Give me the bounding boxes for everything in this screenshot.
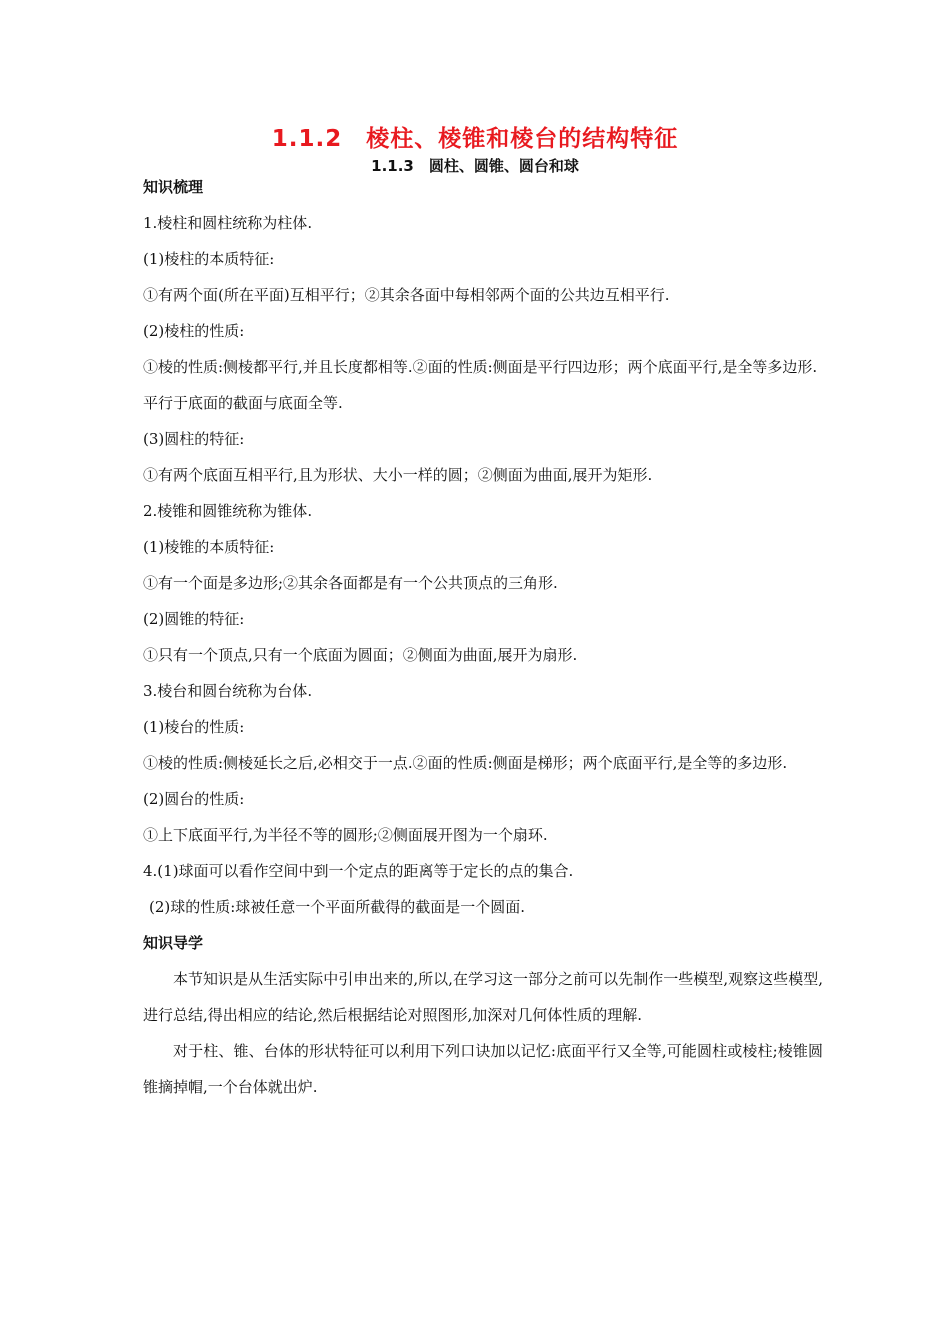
section-heading-review: 知识梳理	[143, 178, 204, 196]
text-line: (1)棱锥的本质特征:	[143, 538, 275, 556]
text-line: ①有一个面是多边形;②其余各面都是有一个公共顶点的三角形.	[143, 574, 558, 592]
text-line: ①有两个底面互相平行,且为形状、大小一样的圆；②侧面为曲面,展开为矩形.	[143, 466, 653, 484]
text-line: (1)棱台的性质:	[143, 718, 245, 736]
section-heading-guide: 知识导学	[143, 934, 204, 952]
text-paragraph: ①棱的性质:侧棱延长之后,必相交于一点.②面的性质:侧面是梯形；两个底面平行,是全等的多边形.	[143, 754, 788, 772]
guide-paragraph: 本节知识是从生活实际中引申出来的,所以,在学习这一部分之前可以先制作一些模型,观察这些模型,进行总结,得出相应的结论,然后根据结论对照图形,加深对几何体性质的理解.	[143, 970, 823, 1024]
guide-paragraph: 对于柱、锥、台体的形状特征可以利用下列口诀加以记忆:底面平行又全等,可能圆柱或棱柱;棱锥圆锥摘掉帽,一个台体就出炉.	[143, 1042, 823, 1096]
page-title: 1.1.2 棱柱、棱锥和棱台的结构特征	[271, 126, 679, 152]
text-line: ①有两个面(所在平面)互相平行；②其余各面中每相邻两个面的公共边互相平行.	[143, 286, 670, 304]
text-line: 1.棱柱和圆柱统称为柱体.	[143, 214, 313, 232]
page-subtitle: 1.1.3 圆柱、圆锥、圆台和球	[371, 157, 579, 175]
text-paragraph: ①棱的性质:侧棱都平行,并且长度都相等.②面的性质:侧面是平行四边形；两个底面平行,是全等多边形.平行于底面的截面与底面全等.	[143, 358, 818, 412]
document-body	[143, 176, 823, 1112]
text-line: 3.棱台和圆台统称为台体.	[143, 682, 313, 700]
text-line: 4.(1)球面可以看作空间中到一个定点的距离等于定长的点的集合.	[143, 862, 574, 880]
text-line: (3)圆柱的特征:	[143, 430, 245, 448]
text-line: (2)圆锥的特征:	[143, 610, 245, 628]
text-line: 2.棱锥和圆锥统称为锥体.	[143, 502, 313, 520]
text-line: (1)棱柱的本质特征:	[143, 250, 275, 268]
text-line: ①上下底面平行,为半径不等的圆形;②侧面展开图为一个扇环.	[143, 826, 548, 844]
text-line: (2)棱柱的性质:	[143, 322, 245, 340]
text-line: ①只有一个顶点,只有一个底面为圆面；②侧面为曲面,展开为扇形.	[143, 646, 578, 664]
text-line: (2)圆台的性质:	[143, 790, 245, 808]
text-line: (2)球的性质:球被任意一个平面所截得的截面是一个圆面.	[149, 898, 526, 916]
